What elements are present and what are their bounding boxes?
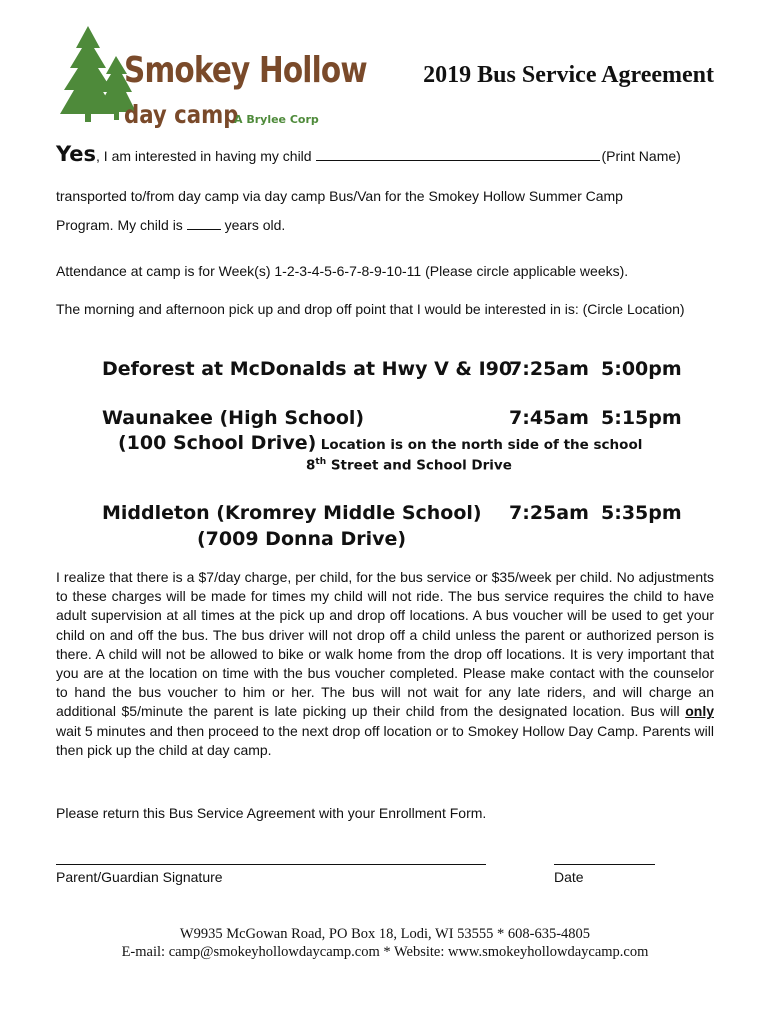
footer-contact: E-mail: camp@smokeyhollowdaycamp.com * Website: www.smokeyhollowdaycamp.com: [121, 944, 649, 960]
child-name-field[interactable]: [316, 148, 600, 161]
street-number: 8: [306, 457, 316, 474]
street-ordinal: th: [315, 457, 327, 467]
location-middleton: Middleton (Kromrey Middle School): [102, 502, 482, 524]
return-note: Please return this Bus Service Agreement with your Enrollment Form.: [56, 805, 487, 821]
middleton-address: (7009 Donna Drive): [197, 528, 407, 550]
waunakee-address-line: [118, 432, 642, 454]
child-age-field[interactable]: [187, 217, 221, 230]
waunakee-address: (100 School Drive): [118, 432, 317, 454]
waunakee-street: [306, 457, 512, 474]
camp-logo: [56, 22, 367, 134]
pickup-intro: The morning and afternoon pick up and drop off point that I would be interested in is: (Circle Location): [56, 301, 685, 317]
waunakee-am-time: 7:45am: [509, 407, 589, 429]
location-deforest: Deforest at McDonalds at Hwy V & I90: [102, 358, 513, 380]
print-name-label: (Print Name): [601, 148, 681, 164]
logo-title: Smokey Hollow: [124, 50, 367, 91]
attendance-text: Attendance at camp is for Week(s) 1-2-3-4-5-6-7-8-9-10-11 (Please circle applicable weeks).: [56, 263, 629, 279]
waunakee-pm-time: 5:15pm: [601, 407, 682, 429]
middleton-am-time: 7:25am: [509, 502, 589, 524]
date-label: Date: [554, 869, 584, 885]
deforest-am-time: 7:25am: [509, 358, 589, 380]
parent-signature-line[interactable]: [56, 864, 486, 865]
footer-address: W9935 McGowan Road, PO Box 18, Lodi, WI 53555 * 608-635-4805: [179, 926, 591, 942]
location-waunakee: Waunakee (High School): [102, 407, 365, 429]
intro-line: [56, 142, 681, 166]
policy-paragraph: [56, 568, 714, 760]
intro-line-3: [56, 216, 714, 235]
logo-subtitle: day camp: [124, 100, 239, 129]
date-line[interactable]: [554, 864, 655, 865]
logo-corp: A Brylee Corp: [234, 113, 319, 126]
deforest-pm-time: 5:00pm: [601, 358, 682, 380]
intro-line-2: transported to/from day camp via day camp Bus/Van for the Smokey Hollow Summer Camp: [56, 188, 623, 204]
waunakee-note: Location is on the north side of the school: [320, 437, 643, 453]
street-rest: Street and School Drive: [326, 457, 512, 474]
age-text-after: years old.: [220, 217, 286, 233]
yes-label: Yes: [56, 142, 97, 166]
policy-only-emphasis: only: [685, 703, 714, 720]
intro-text: , I am interested in having my child: [96, 148, 316, 164]
age-text-before: Program. My child is: [56, 217, 187, 233]
policy-text-2: wait 5 minutes and then proceed to the next drop off location or to Smokey Hollow Day Camp. Parents will then pick up the child at day camp.: [56, 722, 714, 758]
parent-signature-label: Parent/Guardian Signature: [56, 869, 223, 885]
document-title: 2019 Bus Service Agreement: [423, 62, 714, 88]
policy-text-1: I realize that there is a $7/day charge, per child, for the bus service or $35/week per child. No adjustments to these charges will be made for times my child will not ride. The bus service requires the child to have adult supervision at all times at the pick up and drop off locations. A bus voucher will be used to get your child on and off the bus. The bus driver will not drop off a child unless the parent or authorized person is there. A child will not be allowed to bike or walk home from the drop off locations. It is very important that you are at the location on time with the bus voucher completed. Please make contact with the counselor to hand the bus voucher to him or her. The bus will not wait for any late riders, and will charge an additional $5/minute the parent is late picking up their child from the designated location. Bus will: [56, 569, 714, 720]
middleton-pm-time: 5:35pm: [601, 502, 682, 524]
